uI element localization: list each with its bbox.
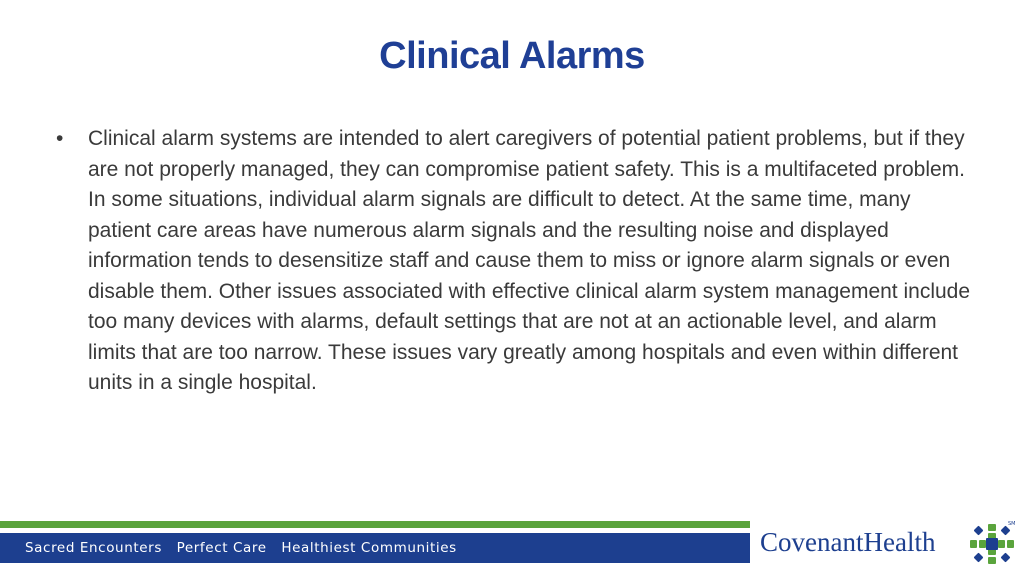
slide-title: Clinical Alarms xyxy=(379,35,645,77)
bullet-text: Clinical alarm systems are intended to alert caregivers of potential patient problems, but if they are not properly managed, they can compromise patient safety. This is a multifaceted problem. In some situations, individual alarm signals are difficult to detect. At the same time, many patient care areas have numerous alarm signals and the resulting noise and displayed information tends to desensitize staff and cause them to miss or ignore alarm signals or even disable them. Other issues associated with effective clinical alarm system management include too many devices with alarms, default settings that are not at an actionable level, and alarm limits that are too narrow. These issues vary greatly among hospitals and even within different units in a single hospital. xyxy=(88,127,971,394)
bullet-list xyxy=(54,124,974,399)
covenant-cross-icon xyxy=(966,520,1018,568)
service-mark: SM xyxy=(1008,521,1016,527)
footer-green-bar xyxy=(0,521,750,528)
footer-tagline: Sacred Encounters Perfect Care Healthiest Communities xyxy=(25,540,457,556)
covenant-health-logo-text: CovenantHealth xyxy=(760,527,936,557)
bullet-item xyxy=(54,124,974,399)
bullet-dot-icon: • xyxy=(56,127,64,150)
